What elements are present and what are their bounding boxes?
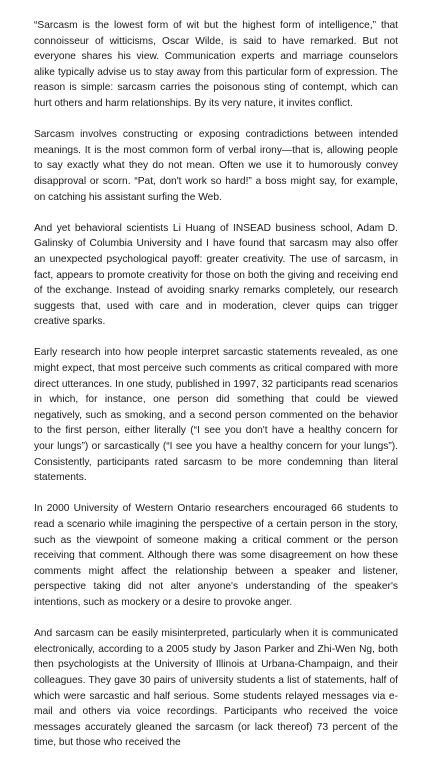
paragraph-1: “Sarcasm is the lowest form of wit but the highest form of intelligence,” that connoisseur of witticisms, Oscar Wilde, is said to have remarked. But not everyone shares his view. Communication experts and marriage counselors alike typically advise us to stay away from this particular form of expression. The reason is simple: sarcasm carries the poisonous sting of contempt, which can hurt others and harm relationships. By its very nature, it invites conflict. xyxy=(34,20,398,109)
paragraph-6: And sarcasm can be easily misinterpreted, particularly when it is communicated electronically, according to a 2005 study by Jason Parker and Zhi-Wen Ng, both then psychologists at the University of Illinois at Urbana-Champaign, and their colleagues. They gave 30 pairs of university students a list of statements, half of which were sarcastic and half serious. Some students relayed messages via e-mail and others via voice recordings. Participants who received the voice messages accurately gleaned the sarcasm (or lack thereof) 73 percent of the time, but those who received the xyxy=(34,628,398,749)
paragraph-2: Sarcasm involves constructing or exposing contradictions between intended meanings. It is the most common form of verbal irony—that is, allowing people to say exactly what they do not mean. Often we use it to humorously convey disapproval or scorn. “Pat, don't work so hard!” a boss might say, for example, on catching his assistant surfing the Web. xyxy=(34,129,398,203)
document-page xyxy=(34,18,398,767)
paragraph-5: In 2000 University of Western Ontario researchers encouraged 66 students to read a scenario while imagining the perspective of a certain person in the story, such as the viewpoint of someone making a critical comment or the person receiving that comment. Although there was some disagreement on how these comments might affect the relationship between a speaker and listener, perspective taking did not alter anyone's understanding of the speaker's intentions, such as mockery or a desire to provoke anger. xyxy=(34,503,398,608)
paragraph-3: And yet behavioral scientists Li Huang of INSEAD business school, Adam D. Galinsky of Columbia University and I have found that sarcasm may also offer an unexpected psychological payoff: greater creativity. The use of sarcasm, in fact, appears to promote creativity for those on both the giving and receiving end of the exchange. Instead of avoiding snarky remarks completely, our research suggests that, used with care and in moderation, clever quips can trigger creative sparks. xyxy=(34,222,398,328)
paragraph-4: Early research into how people interpret sarcastic statements revealed, as one might expect, that most perceive such comments as critical compared with more direct utterances. In one study, published in 1997, 32 participants read scenarios in which, for instance, one person did something that could be viewed negatively, such as smoking, and a second person commented on the behavior to the first person, either literally (“I see you don't have a healthy concern for your lungs”) or sarcastically (“I see you have a healthy concern for your lungs”). Consistently, participants rated sarcasm to be more condemning than literal statements. xyxy=(34,347,398,484)
